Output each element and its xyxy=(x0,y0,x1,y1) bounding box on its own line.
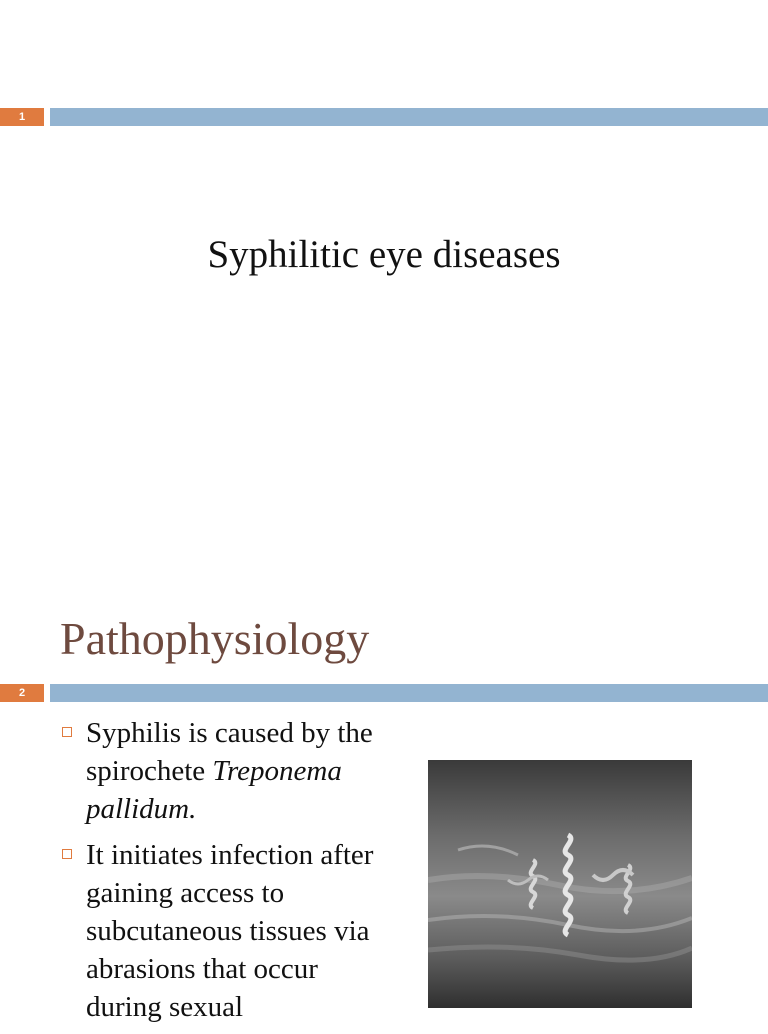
square-bullet-icon xyxy=(62,727,72,737)
bullet-text: It initiates infection after gaining access to subcutaneous tissues via abrasions that occur during sexual xyxy=(86,839,374,1023)
bullet-item xyxy=(60,714,400,828)
micrograph-illustration xyxy=(428,760,692,1008)
square-bullet-icon xyxy=(62,849,72,859)
bullet-item xyxy=(60,836,400,1026)
slide-number-badge: 2 xyxy=(0,684,44,702)
slide-1-header-bar xyxy=(0,108,768,126)
slide-heading: Pathophysiology xyxy=(60,613,370,664)
slide-2-header-bar xyxy=(0,684,768,702)
slide-number-badge: 1 xyxy=(0,108,44,126)
bullet-list xyxy=(60,714,400,1034)
slide-title: Syphilitic eye diseases xyxy=(207,233,561,276)
header-bar-fill xyxy=(50,684,768,702)
spirochete-micrograph-image xyxy=(428,760,692,1008)
bullet-italic-text: Treponema pallidum. xyxy=(86,755,342,825)
bullet-text: Syphilis is caused by the spirochete xyxy=(86,717,373,787)
header-bar-fill xyxy=(50,108,768,126)
